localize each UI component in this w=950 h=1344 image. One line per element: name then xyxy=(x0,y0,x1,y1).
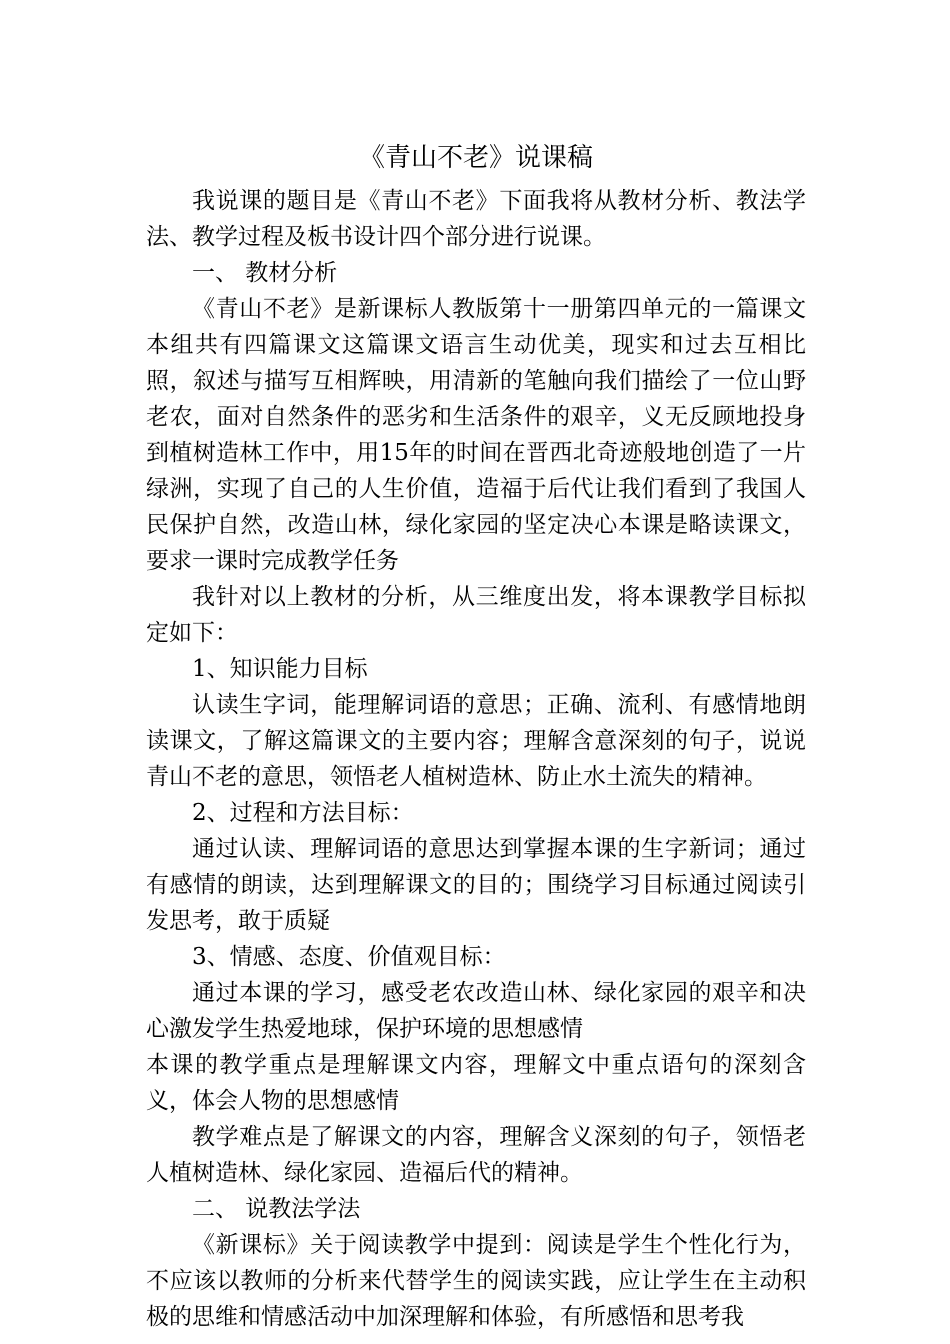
intro-paragraph: 我说课的题目是《青山不老》下面我将从教材分析、教法学法、教学过程及板书设计四个部分进行说课。 xyxy=(146,188,806,250)
knowledge-goal-paragraph: 认读生字词，能理解词语的意思；正确、流利、有感情地朗读课文，了解这篇课文的主要内容；理解含意深刻的句子，说说青山不老的意思，领悟老人植树造林、防止水土流失的精神。 xyxy=(146,692,806,790)
teaching-methods-paragraph: 《新课标》关于阅读教学中提到：阅读是学生个性化行为，不应该以教师的分析来代替学生的阅读实践，应让学生在主动积极的思维和情感活动中加深理解和体验，有所感悟和思考我 xyxy=(146,1232,806,1330)
emotion-goal-paragraph: 通过本课的学习，感受老农改造山林、绿化家园的艰辛和决心激发学生热爱地球，保护环境的思想感情 xyxy=(146,980,806,1042)
document-page xyxy=(146,138,806,1335)
subheading-emotion-goal: 3、情感、态度、价值观目标： xyxy=(192,944,506,970)
section-heading-teaching-methods: 二、 说教法学法 xyxy=(192,1196,361,1222)
objectives-intro-paragraph: 我针对以上教材的分析，从三维度出发，将本课教学目标拟定如下： xyxy=(146,584,806,646)
subheading-knowledge-goal: 1、知识能力目标 xyxy=(192,656,368,682)
textbook-analysis-paragraph: 《青山不老》是新课标人教版第十一册第四单元的一篇课文本组共有四篇课文这篇课文语言生动优美，现实和过去互相比照，叙述与描写互相辉映，用清新的笔触向我们描绘了一位山野老农，面对自然条件的恶劣和生活条件的艰辛，义无反顾地投身到植树造林工作中，用15年的时间在晋西北奇迹般地创造了一片绿洲，实现了自己的人生价值，造福于后代让我们看到了我国人民保护自然，改造山林，绿化家园的坚定决心本课是略读课文，要求一课时完成教学任务 xyxy=(146,296,806,574)
process-goal-paragraph: 通过认读、理解词语的意思达到掌握本课的生字新词；通过有感情的朗读，达到理解课文的目的；围绕学习目标通过阅读引发思考，敢于质疑 xyxy=(146,836,806,934)
section-heading-textbook-analysis: 一、 教材分析 xyxy=(192,260,338,286)
difficulties-paragraph: 教学难点是了解课文的内容，理解含义深刻的句子，领悟老人植树造林、绿化家园、造福后代的精神。 xyxy=(146,1124,806,1186)
document-title: 《青山不老》说课稿 xyxy=(358,143,593,173)
key-points-paragraph: 本课的教学重点是理解课文内容，理解文中重点语句的深刻含义，体会人物的思想感情 xyxy=(146,1052,806,1114)
subheading-process-goal: 2、过程和方法目标： xyxy=(192,800,414,826)
